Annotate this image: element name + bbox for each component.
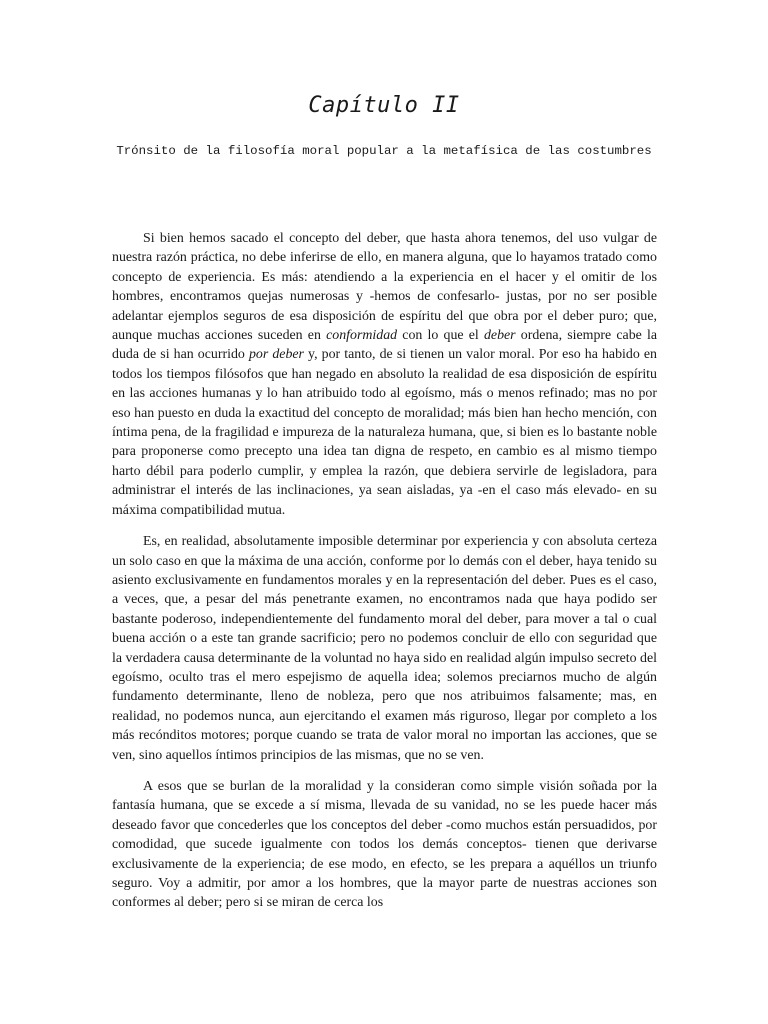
emphasis-conformidad: conformidad (326, 328, 398, 344)
paragraph-1-text-b: con lo que el (397, 328, 484, 344)
emphasis-por-deber: por deber (248, 347, 304, 363)
chapter-title: Capítulo II (308, 93, 460, 118)
paragraph-1-text-d: y, por tanto, de si tienen un valor moral. Por eso ha habido en todos los tiempos filósofos que han negado en absoluto la realidad de esa disposición de espíritu en las acciones humanas y lo han atribuido todo al egoísmo, más o menos refinado; mas no por eso han puesto en duda la exactitud del concepto de moralidad; más bien han hecho mención, con íntima pena, de la fragilidad e impureza de la naturaleza humana, que, si bien es lo bastante noble para proponerse como precepto una idea tan digna de respeto, en cambio es al mismo tiempo harto débil para poderlo cumplir, y emplea la razón, que debiera servirle de legisladora, para administrar el interés de las inclinaciones, ya sean aisladas, ya -en el caso más elevado- en su máxima compatibilidad mutua. (112, 347, 657, 518)
paragraph-2: Es, en realidad, absolutamente imposible determinar por experiencia y con absoluta certeza un solo caso en que la máxima de una acción, conforme por lo demás con el deber, haya tenido su asiento exclusivamente en fundamentos morales y en la representación del deber. Pues es el caso, a veces, que, a pesar del más penetrante examen, no encontramos nada que haya podido ser bastante poderoso, independientemente del fundamento moral del deber, para mover a tal o cual buena acción o a este tan grande sacrificio; pero no podemos concluir de ello con seguridad que la verdadera causa determinante de la voluntad no haya sido en realidad algún impulso secreto del egoísmo, oculto tras el mero espejismo de aquella idea; solemos preciarnos mucho de algún fundamento determinante, lleno de nobleza, pero que nos atribuimos falsamente; mas, en realidad, no podemos nunca, aun ejercitando el examen más riguroso, llegar por completo a los más recónditos motores; porque cuando se trata de valor moral no importan las acciones, que se ven, sino aquellos íntimos principios de las mismas, que no se ven. (112, 534, 657, 763)
emphasis-deber: deber (483, 328, 516, 344)
paragraph-1-text-a: Si bien hemos sacado el concepto del deber, que hasta ahora tenemos, del uso vulgar de nuestra razón práctica, no debe inferirse de ello, en manera alguna, que lo hayamos tratado como concepto de experiencia. Es más: atendiendo a la experiencia en el hacer y el omitir de los hombres, encontramos quejas numerosas y -hemos de confesarlo- justas, por no ser posible adelantar ejemplos seguros de esa disposición de espíritu del que obra por el deber puro; que, aunque muchas acciones suceden en (112, 231, 657, 344)
body-text (112, 229, 657, 925)
paragraph-3: A esos que se burlan de la moralidad y la consideran como simple visión soñada por la fantasía humana, que se excede a sí misma, llevada de su vanidad, no se les puede hacer más deseado favor que concederles que los conceptos del deber -como muchos están persuadidos, por comodidad, que sucede igualmente con todos los demás conceptos- tienen que derivarse exclusivamente de la experiencia; de ese modo, en efecto, se les prepara a aquéllos un triunfo seguro. Voy a admitir, por amor a los hombres, que la mayor parte de nuestras acciones son conformes al deber; pero si se miran de cerca los (112, 778, 657, 911)
chapter-subtitle: Trónsito de la filosofía moral popular a la metafísica de las costumbres (116, 144, 652, 158)
paragraph-1 (112, 229, 657, 520)
paragraph-1-text-c: ordena, siempre cabe la duda de si han ocurrido (112, 328, 658, 363)
